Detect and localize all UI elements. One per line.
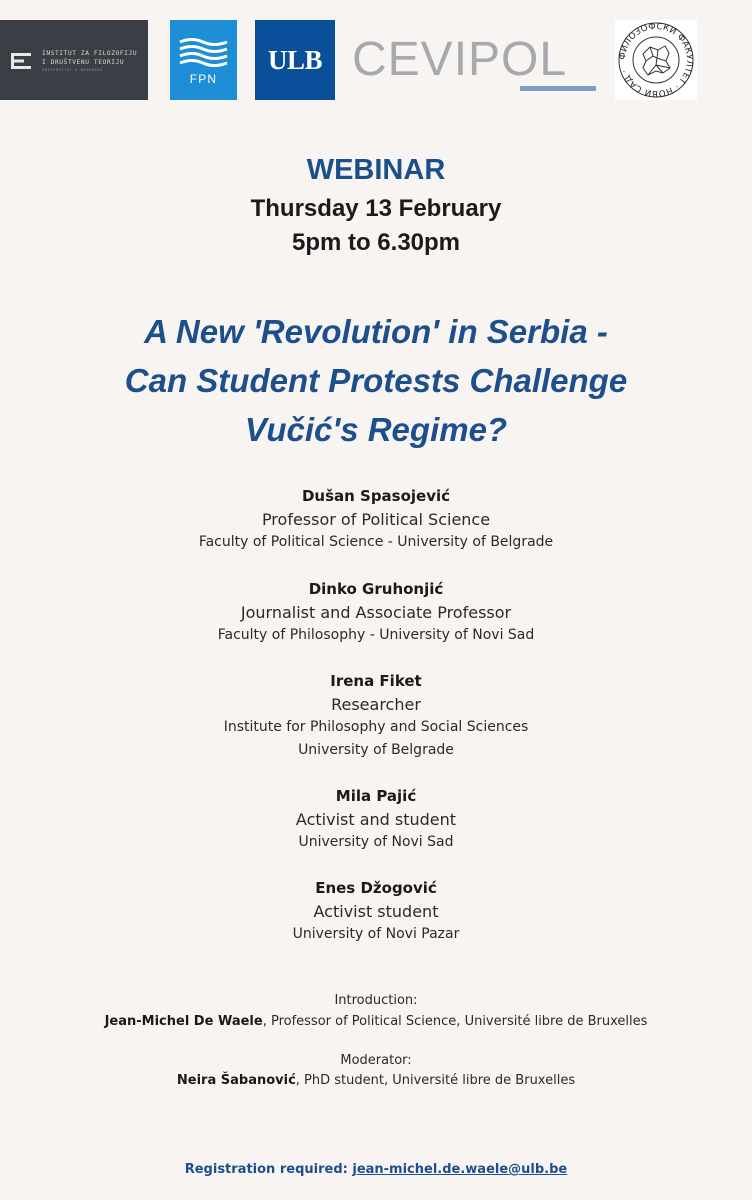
webinar-title [80,307,672,454]
speaker-name: Dinko Gruhonjić [308,580,444,598]
event-date: Thursday 13 February [250,195,502,222]
wave-icon [178,36,229,68]
moderator-label: Moderator: [340,1053,412,1068]
speaker-name: Irena Fiket [330,672,422,690]
moderator-detail: , PhD student, Université libre de Bruxelles [295,1073,576,1088]
speaker-name: Mila Pajić [335,787,417,805]
fpn-logo [170,20,237,100]
introduction-name: Jean-Michel De Waele [104,1014,263,1029]
svg-text:ФИЛОЗОФСКИ ФАКУЛТЕТ · НОВИ САД [618,22,694,98]
title-line: Vučić's Regime? [244,411,508,448]
speaker-role: Activist student [313,902,439,921]
speaker-affiliation: University of Novi Sad [298,834,454,850]
moderator-name: Neira Šabanović [176,1073,296,1088]
cevipol-underline [520,86,596,91]
speaker-entry [0,485,752,554]
registration-label: Registration required: [184,1162,353,1177]
seal-icon [615,20,697,100]
speaker-entry [0,785,752,854]
introduction-detail: , Professor of Political Science, Université libre de Bruxelles [262,1014,648,1029]
institute-philosophy-logo [0,20,148,100]
faculty-philosophy-seal-logo [615,20,697,100]
fpn-label: FPN [189,72,218,86]
introduction-label: Introduction: [334,993,418,1008]
speaker-role: Journalist and Associate Professor [240,603,512,622]
speaker-affiliation: Faculty of Philosophy - University of Novi Sad [217,627,535,643]
institute-name [42,50,137,73]
speaker-entry [0,877,752,946]
speaker-name: Enes Džogović [315,879,437,897]
introduction-line [0,1014,752,1029]
event-type: WEBINAR [306,154,446,186]
institute-subline: UNIVERZITET U BEOGRADU [42,68,103,72]
speaker-role: Activist and student [295,810,457,829]
logo-row [0,20,752,100]
seal-text: ФИЛОЗОФСКИ ФАКУЛТЕТ · НОВИ САД · [617,21,695,99]
speaker-entry [0,670,752,762]
title-line: A New 'Revolution' in Serbia - [144,313,608,350]
institute-line-1: INSTITUT ZA FILOZOFIJU [42,50,138,57]
institute-mark-icon [11,53,31,69]
event-time: 5pm to 6.30pm [291,229,461,256]
speaker-affiliation: Institute for Philosophy and Social Sciences [223,719,529,735]
moderator-line [0,1073,752,1088]
speaker-affiliation: University of Belgrade [298,742,454,758]
speaker-entry [0,578,752,647]
institute-line-2: I DRUŠTVENU TEORIJU [42,58,125,66]
speaker-role: Researcher [331,695,421,714]
speaker-affiliation: University of Novi Pazar [292,926,460,942]
speaker-role: Professor of Political Science [261,510,491,529]
speaker-name: Dušan Spasojević [301,487,451,505]
cevipol-logo: CEVIPOL [352,33,568,86]
title-line: Can Student Protests Challenge [124,362,628,399]
ulb-logo: ULB [255,20,335,100]
registration-email-link[interactable]: jean-michel.de.waele@ulb.be [352,1162,568,1177]
speaker-affiliation: Faculty of Political Science - University of Belgrade [198,534,554,550]
registration-line [0,1162,752,1177]
